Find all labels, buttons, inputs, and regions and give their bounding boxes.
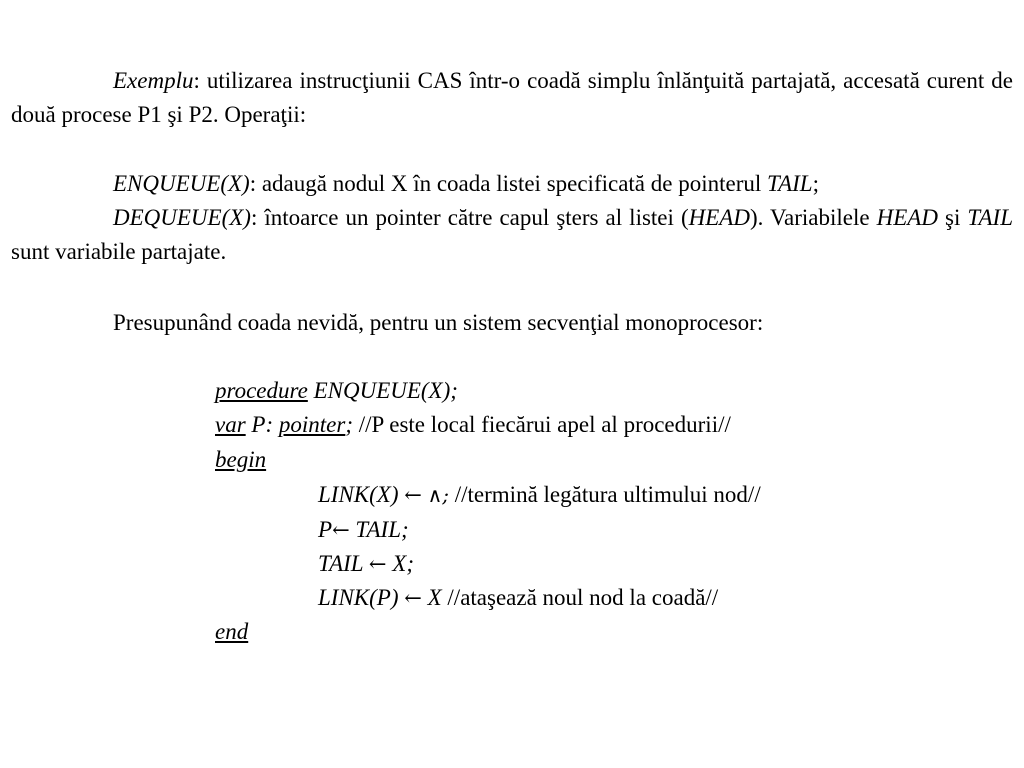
- dequeue-head: HEAD: [688, 205, 750, 230]
- tail-x-lhs: TAIL: [318, 551, 369, 576]
- left-arrow-icon: ←: [368, 552, 387, 576]
- enqueue-name: ENQUEUE(X): [113, 171, 250, 196]
- enqueue-text: : adaugă nodul X în coada listei specificată de pointerul: [249, 171, 768, 196]
- left-arrow-icon: ←: [404, 483, 422, 507]
- link-p-lhs: LINK(P): [318, 585, 405, 610]
- dequeue-head2: HEAD: [876, 205, 938, 230]
- dequeue-text1: : întoarce un pointer către capul şters al listei (: [250, 205, 689, 230]
- dequeue-text3: sunt variabile partajate.: [11, 239, 227, 264]
- code-line-tail-x: [318, 549, 414, 579]
- var-comment: //P este local fiecărui apel al procedurii//: [353, 412, 731, 437]
- link-x-rhs: ∧;: [427, 483, 449, 507]
- link-x-comment: //termină legătura ultimului nod//: [449, 482, 761, 507]
- intro-paragraph: [11, 64, 1013, 132]
- p-tail-lhs: P: [318, 517, 333, 542]
- intro-text: : utilizarea instrucţiunii CAS într-o coadă simplu înlănţuită partajată, accesată curent de două procese P1 şi P2. Operaţii:: [11, 68, 1013, 127]
- example-label: Exemplu: [113, 68, 194, 93]
- code-line-procedure: [215, 376, 458, 406]
- dequeue-and: şi: [937, 205, 968, 230]
- keyword-procedure: procedure: [215, 378, 308, 403]
- enqueue-tail: TAIL: [767, 171, 813, 196]
- p-tail-rhs: TAIL;: [355, 517, 409, 542]
- left-arrow-icon: ←: [332, 518, 350, 542]
- link-p-rhs: X: [427, 585, 442, 610]
- dequeue-description: [11, 201, 1013, 269]
- tail-x-rhs: X;: [392, 551, 414, 576]
- left-arrow-icon: ←: [404, 586, 422, 610]
- dequeue-tail: TAIL: [967, 205, 1013, 230]
- dequeue-name: DEQUEUE(X): [113, 205, 251, 230]
- enqueue-end: ;: [812, 171, 819, 196]
- procedure-signature: ENQUEUE(X);: [307, 378, 458, 403]
- code-line-link-p: [318, 583, 718, 613]
- link-p-comment: //ataşează noul nod la coadă//: [441, 585, 719, 610]
- type-pointer: pointer: [278, 412, 346, 437]
- keyword-end: end: [215, 619, 249, 644]
- code-line-begin: [215, 445, 266, 475]
- code-line-var: [215, 410, 731, 440]
- code-line-p-tail: [318, 515, 409, 545]
- var-name: P:: [245, 412, 279, 437]
- keyword-var: var: [215, 412, 246, 437]
- var-semicolon: ;: [345, 412, 354, 437]
- assumption-paragraph: Presupunând coada nevidă, pentru un sistem secvenţial monoprocesor:: [113, 310, 764, 335]
- enqueue-description: [11, 167, 1013, 201]
- code-line-link-x: [318, 480, 761, 510]
- dequeue-text2: ). Variabilele: [749, 205, 877, 230]
- keyword-begin: begin: [215, 447, 267, 472]
- code-line-end: [215, 617, 248, 647]
- link-x-lhs: LINK(X): [318, 482, 405, 507]
